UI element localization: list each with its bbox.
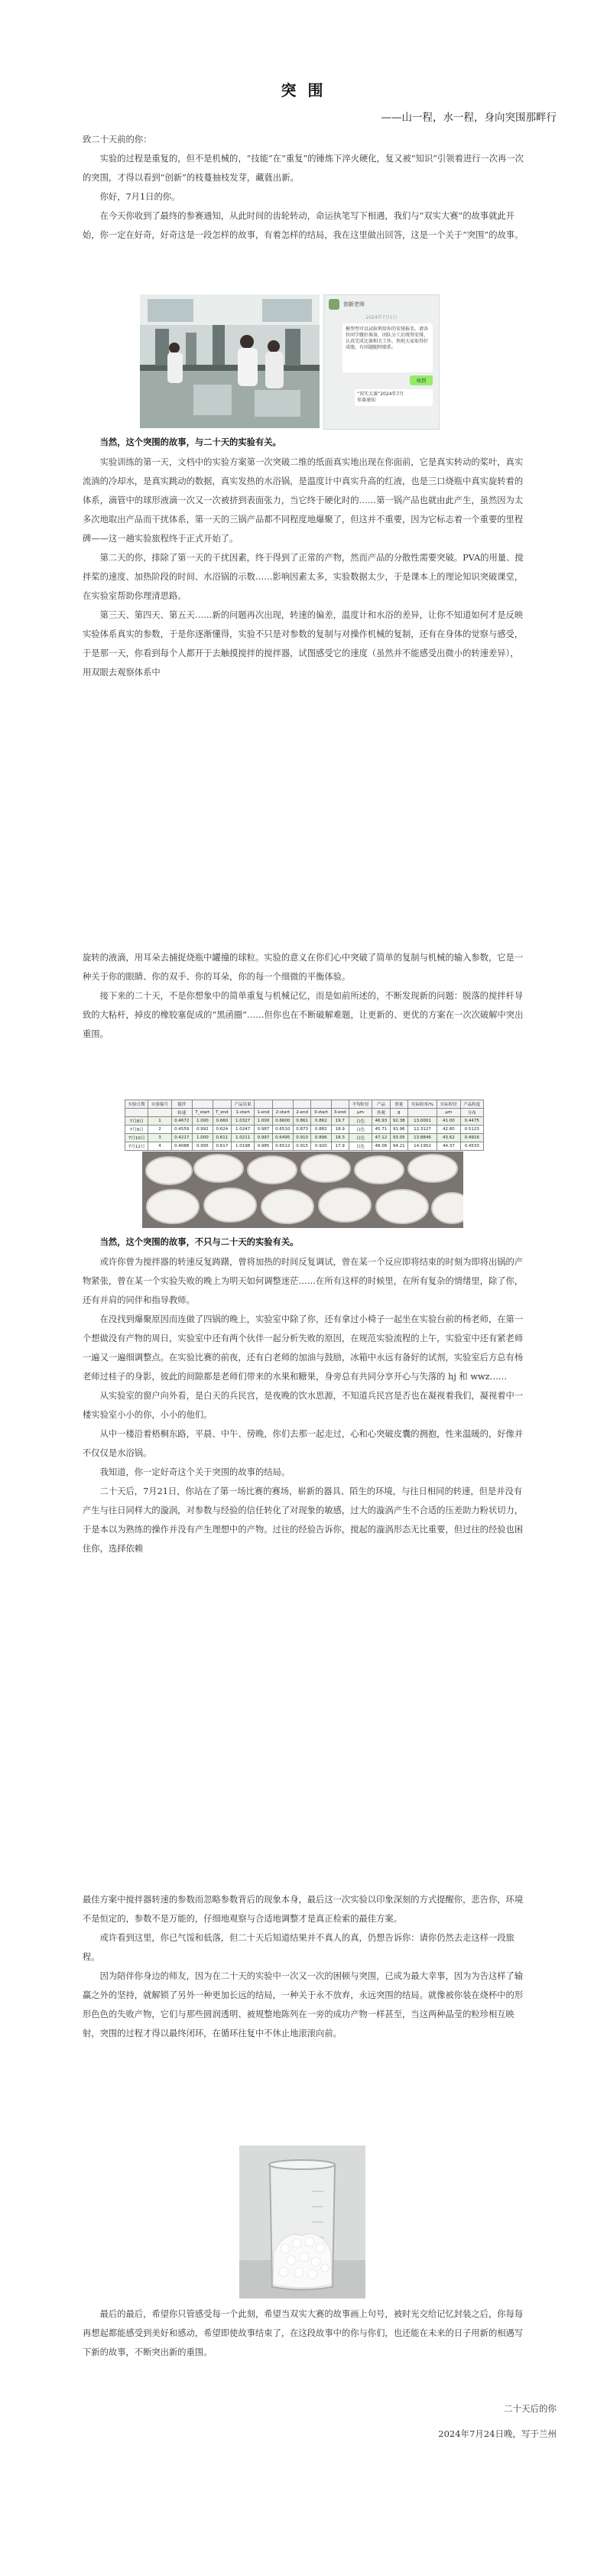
page-title: 突 围 xyxy=(281,81,326,99)
table-cell: 0.992 xyxy=(192,1126,213,1134)
table-header-cell xyxy=(311,1100,331,1109)
table-row xyxy=(125,1134,484,1142)
product-dishes-photo xyxy=(142,1152,463,1228)
paragraph: 或许看到这里，你已气馁和低落，但二十天后知道结果并不真人的真，仍想告诉你：请你仍然去走这样一段旅程。 xyxy=(83,1933,514,1962)
training-section xyxy=(83,453,526,682)
paragraph: 实验训练的第一天，文档中的实验方案第一次突破二维的纸面真实地出现在你面前，它是真实转动的桨叶，真实流淌的冷却水，是真实跳动的数据，真实发热的水浴锅，是温度计中真实升高的红液，也是三口烧瓶中真实旋转着的体系，滴管中的球形液滴一次又一次被挤到表面张力，当它终于硬化时的……第一锅产品也就由此产生，虽然因为太多次地取出产品而干扰体系，第一天的三锅产品都不同程度地爆聚了，但这并不重要，因为它标志着一个重要的里程碑——这一趟实验旅程终于正式开始了。 xyxy=(83,457,524,544)
table-cell: 0.4475 xyxy=(460,1117,484,1126)
table-cell: 0.873 xyxy=(293,1126,310,1134)
table-cell: 0.861 xyxy=(293,1117,310,1126)
table-cell: 白色 xyxy=(349,1142,372,1151)
table-header-cell: 搅拌 xyxy=(171,1100,192,1109)
table-header-cell: 产品乐果 xyxy=(231,1100,254,1109)
table-subheader-cell: 2-end xyxy=(293,1109,310,1117)
table-cell: 0.882 xyxy=(311,1126,331,1134)
table-cell: 0.4088 xyxy=(171,1142,192,1151)
table-cell: 12.3127 xyxy=(407,1126,437,1134)
table-header-cell: 实验编号 xyxy=(148,1100,171,1109)
table-cell: 1.000 xyxy=(255,1117,272,1126)
paragraph: 旋转的液滴，用耳朵去捕捉烧瓶中罐撞的球粒。实验的意义在你们心中突破了简单的复制与机械的输入参数，它是一种关于你的眼睛、你的双手、你的耳朵，你的每一个细微的平衡体验。 xyxy=(83,953,524,982)
paragraph: 第二天的你，排除了第一天的干扰因素，终于得到了正常的产物，然而产品的分散性需要突破。PVA的用量、搅拌桨的速度、加热阶段的时间、水浴锅的示数……影响因素太多，实验数据太少，于是课本上的理论知识突破课堂，在实验室帮助你理清思路。 xyxy=(83,553,524,601)
paragraph: 实验的过程是重复的，但不是机械的，“技能”在“重复”的锤炼下淬火硬化，复又被“知识”引领着进行一次再一次的突围，才得以看到“创新”的枝蔓抽枝发芽，藏蕤出新。 xyxy=(83,154,524,183)
paragraph: 从中一楼沿着梧桐东路，平晨、中午、傍晚，你们去那一起走过，心和心突破皮囊的拥抱，性来温暖的，好像并不仅仅是水浴锅。 xyxy=(83,1429,524,1458)
table-cell: 0.920 xyxy=(311,1142,331,1151)
continuation-section xyxy=(83,948,526,1044)
table-cell: 19.7 xyxy=(331,1117,349,1126)
paragraph: 接下来的二十天，不是你想象中的简单重复与机械记忆，而是如前所述的，不断发现新的问题：脱落的搅拌杆导致的大粘杆，掉皮的橡胶塞促成的“黑函圈”……但你也在不断破解难题，让更新的、更优的方案在一次次破解中突出重围。 xyxy=(83,991,524,1039)
table-header-cell: 重量 xyxy=(390,1100,407,1109)
table-cell: 0.4672 xyxy=(171,1117,192,1126)
table-cell: 0.4916 xyxy=(460,1134,484,1142)
paragraph: 第三天、第四天、第五天……新的问题再次出现，转速的偏差，温度计和水浴的差异，让你不知道如何才是反映实验体系真实的参数，于是你逐渐懂得，实验不只是对参数的复制与对操作机械的复制，还有在身体的觉察与感受，于是那一天，你看到每个人都开于去触摸搅拌的搅拌器，试图感受它的速度（虽然并不能感受出微小的转速差异），用双眼去观察体系中 xyxy=(83,610,524,677)
table-cell: 1.0198 xyxy=(231,1142,254,1151)
table-subheader-cell xyxy=(125,1109,148,1117)
table-cell: 93.05 xyxy=(390,1134,407,1142)
beaker-photo xyxy=(239,2146,365,2298)
table-subheader-cell: T_start xyxy=(192,1109,213,1117)
table-subheader-cell: 3-start xyxy=(311,1109,331,1117)
table-cell: 7月8日 xyxy=(125,1117,148,1126)
table-cell: 94.21 xyxy=(390,1142,407,1151)
table-header-cell xyxy=(192,1100,213,1109)
table-cell: 0.987 xyxy=(255,1126,272,1134)
table-cell: 91.96 xyxy=(390,1126,407,1134)
table-cell: 1.000 xyxy=(192,1117,213,1126)
chat-time: 2024年7月1日 xyxy=(365,315,398,320)
table-subheader-cell: μm xyxy=(349,1109,372,1117)
paragraph: 你好，7月1日的你。 xyxy=(99,192,180,202)
table-cell: 48.06 xyxy=(372,1142,390,1151)
table-row xyxy=(125,1142,484,1151)
table-cell: 0.862 xyxy=(311,1117,331,1126)
table-row xyxy=(125,1117,484,1126)
greeting: 致二十天前的你： xyxy=(83,135,152,145)
paragraph: 最佳方案中搅拌器转速的参数而忽略参数背后的现象本身，最后这一次实验以印象深刻的方式提醒你，悲告你，环境不是恒定的，参数不是万能的，仔细地观察与合适地调整才是真正检索的最佳方案。 xyxy=(83,1895,524,1924)
table-cell: 47.12 xyxy=(372,1134,390,1142)
table-cell: 0.4217 xyxy=(171,1134,192,1142)
table-cell: 0.6512 xyxy=(272,1142,293,1151)
table-subheader-cell: T_end xyxy=(213,1109,231,1117)
caption-block xyxy=(83,433,526,452)
paragraph: 从实验室的窗户向外看，是白天的兵民宫，是夜晚的饮水思源，不知道兵民宫是否也在凝视着我们，凝视着中一楼实验室小小的你，小小的他们。 xyxy=(83,1391,524,1420)
table-subheader-cell: μm xyxy=(437,1109,460,1117)
table-cell: 0.896 xyxy=(311,1134,331,1142)
table-subheader-cell: 3-end xyxy=(331,1109,349,1117)
table-subheader-cell: 1-end xyxy=(255,1109,272,1117)
table-cell: 7月9日 xyxy=(125,1126,148,1134)
paragraph: 在没找到爆聚原因而连做了四锅的晚上，实验室中除了你，还有拿过小椅子一起坐在实验台前的杨老师，在第一个想做没有产物的周日，实验室中还有两个伙伴一起分析失败的原因，在规范实验流程的上午，实验室中还有紧老师一遍又一遍细调整点。在实验比赛的前夜，还有白老师的加油与鼓励，冰箱中永远有备好的试剂，实验室后方总有杨老师过桂子的身影，彼此的间隙都是老师们带来的水果和糖果，身旁总有共同分享开心与失落的 hj 和 wwz…… xyxy=(83,1314,524,1382)
table-cell: 0.997 xyxy=(255,1134,272,1142)
table-cell: 7月10日 xyxy=(125,1134,148,1142)
caption: 当然，这个突围的故事，不只与二十天的实验有关。 xyxy=(99,1236,299,1247)
table-cell: 18.3 xyxy=(331,1134,349,1142)
table-header-cell xyxy=(255,1100,272,1109)
data-table xyxy=(125,1100,484,1151)
table-cell: 0.6510 xyxy=(272,1126,293,1134)
table-header-cell xyxy=(213,1100,231,1109)
chat-card xyxy=(355,389,433,406)
table-subheader-cell xyxy=(407,1109,437,1117)
table-subheader-cell: g xyxy=(390,1109,407,1117)
table-cell: 0.6495 xyxy=(272,1134,293,1142)
table-subheader-cell: 分布 xyxy=(460,1109,484,1117)
paragraph: 最后的最后，希望你只管感受每一个此刻，希望当双实大赛的故事画上句号，被时光交给记忆封装之后，你每每再想起都能感受到美好和感动，希望即使故事结束了，在这段故事中的你与你们，也还能在未来的日子用新的相遇写下新的故事，不断突出新的重围。 xyxy=(83,2309,524,2357)
table-row xyxy=(125,1126,484,1134)
chat-card-line: 参赛通知 xyxy=(357,398,376,403)
table-body xyxy=(125,1117,484,1151)
table-header-cell: 实际粒径 xyxy=(437,1100,460,1109)
chat-reply: 收到 xyxy=(410,375,433,385)
table-header-cell: 平均粒径 xyxy=(349,1100,372,1109)
intro-section xyxy=(83,130,526,245)
table-cell: 46.93 xyxy=(372,1117,390,1126)
table-cell: 43.62 xyxy=(437,1134,460,1142)
table-header-row xyxy=(125,1100,484,1109)
chat-card-line: “双实大赛”2024年7月 xyxy=(357,391,404,397)
table-subheader-cell xyxy=(148,1109,171,1117)
table-header-cell: 实验日期 xyxy=(125,1100,148,1109)
paragraph: 在今天你收到了最终的参赛通知，从此时间的齿轮转动，命运执笔写下相遇，我们与“双实大赛”的故事就此开始，你一定在好奇，好奇这是一段怎样的故事，有着怎样的结局，我在这里做出回答，这是一个关于“突围”的故事。 xyxy=(83,211,524,240)
signature-from: 二十天后的你 xyxy=(504,2403,557,2414)
table-header-cell xyxy=(293,1100,310,1109)
paragraph: 因为陪伴你身边的师友，因为在二十天的实验中一次又一次的困顿与突围，已成为最大幸事，因为为告这样了输赢之外的坚持，就解锁了另外一种更加长远的结局，一种关于永不放弃，永远突围的结局。就像被你装在烧杯中的形形色色的失败产物，它们与那些圆润透明、被规整地陈列在一旁的成功产物一样甚至，当这两种晶莹的粒珍相互映射，突围的过程才得以最终闭环，在循环往复中不休止地滚滚向前。 xyxy=(83,1971,524,2038)
table-cell: 0.985 xyxy=(255,1142,272,1151)
chat-header: 创新老师 xyxy=(343,301,365,307)
table-cell: 92.38 xyxy=(390,1117,407,1126)
table-cell: 17.9 xyxy=(331,1142,349,1151)
closing-section xyxy=(83,2305,526,2362)
table-header-cell xyxy=(331,1100,349,1109)
chat-screenshot xyxy=(323,294,440,430)
table-cell: 44.37 xyxy=(437,1142,460,1151)
table-subheader-cell: 外观 xyxy=(372,1109,390,1117)
table-cell: 0.995 xyxy=(192,1142,213,1151)
table-cell: 1.0327 xyxy=(231,1117,254,1126)
table-cell: 0.4559 xyxy=(171,1126,192,1134)
table-cell: 13.0001 xyxy=(407,1117,437,1126)
table-cell: 13.8846 xyxy=(407,1134,437,1142)
table-cell: 4 xyxy=(148,1142,171,1151)
signature-date: 2024年7月24日晚，写于兰州 xyxy=(438,2428,557,2439)
table-cell: 0.4533 xyxy=(460,1142,484,1151)
table-cell: 1.000 xyxy=(192,1134,213,1142)
table-cell: 0.6600 xyxy=(272,1117,293,1126)
table-cell: 18.9 xyxy=(331,1126,349,1134)
table-cell: 白色 xyxy=(349,1117,372,1126)
lab-photo xyxy=(140,294,320,428)
table-cell: 14.1952 xyxy=(407,1142,437,1151)
data-table-grid xyxy=(125,1100,484,1151)
table-cell: 1 xyxy=(148,1117,171,1126)
table-subheader-cell: 转速 xyxy=(171,1109,192,1117)
table-cell: 42.80 xyxy=(437,1126,460,1134)
caption-block xyxy=(83,1233,526,1252)
paragraph: 我知道，你一定好奇这个关于突围的故事的结局。 xyxy=(99,1467,291,1477)
table-cell: 1.0211 xyxy=(231,1134,254,1142)
table-cell: 41.00 xyxy=(437,1117,460,1126)
table-header-cell: 产品 xyxy=(372,1100,390,1109)
table-cell: 0.5123 xyxy=(460,1126,484,1134)
companions-section xyxy=(83,1252,526,1558)
page-subtitle: ——山一程，水一程，身向突围那畔行 xyxy=(381,112,557,124)
table-cell: 2 xyxy=(148,1126,171,1134)
table-cell: 0.624 xyxy=(213,1126,231,1134)
table-cell: 7月12日 xyxy=(125,1142,148,1151)
table-cell: 3 xyxy=(148,1134,171,1142)
table-cell: 0.660 xyxy=(213,1117,231,1126)
table-cell: 0.617 xyxy=(213,1142,231,1151)
chat-bubble: 模型型可以试验利用你的安排报名，请各位同学做好准备，团队分工后统筹安排，认真完成比赛相关工作，预祝大家取得好成绩，有问题随时联系。 xyxy=(342,323,433,372)
table-header-cell: 实际收率/% xyxy=(407,1100,437,1109)
result-section xyxy=(83,1890,526,2043)
table-subheader-cell: 1-start xyxy=(231,1109,254,1117)
paragraph: 二十天后，7月21日，你站在了第一场比赛的赛场，崭新的器具、陌生的环境，与往日相同的转速，但是并没有产生与往日同样大的漩涡，对参数与经验的信任转化了对现象的敏感，过大的漩涡产生不合适的压差助力粉状切力，于是本以为熟练的操作并没有产生理想中的产物。过往的经验告诉你，搅起的漩涡形态无比重要，但过往的经验也困住你，选择依赖 xyxy=(83,1486,524,1554)
table-subheader-row xyxy=(125,1109,484,1117)
table-header-cell xyxy=(272,1100,293,1109)
table-cell: 1.0247 xyxy=(231,1126,254,1134)
table-cell: 白色 xyxy=(349,1134,372,1142)
table-cell: 白色 xyxy=(349,1126,372,1134)
table-cell: 45.71 xyxy=(372,1126,390,1134)
table-header-cell: 产品粒度 xyxy=(460,1100,484,1109)
avatar xyxy=(329,299,339,310)
table-cell: 0.910 xyxy=(293,1134,310,1142)
table-cell: 0.915 xyxy=(293,1142,310,1151)
caption: 当然，这个突围的故事，与二十天的实验有关。 xyxy=(99,437,281,447)
table-cell: 0.611 xyxy=(213,1134,231,1142)
table-subheader-cell: 2-start xyxy=(272,1109,293,1117)
paragraph: 或许你曾为搅拌器的转速反复踌躇，曾将加热的时间反复调试，曾在某一个反应即将结束的时刻为即将出锅的产物紧张，曾在某一个实验失败的晚上为明天如何调整迷茫……在所有这样的时候里，在所有复杂的情绪里，除了你，还有并肩的同伴和指导教师。 xyxy=(83,1257,524,1305)
